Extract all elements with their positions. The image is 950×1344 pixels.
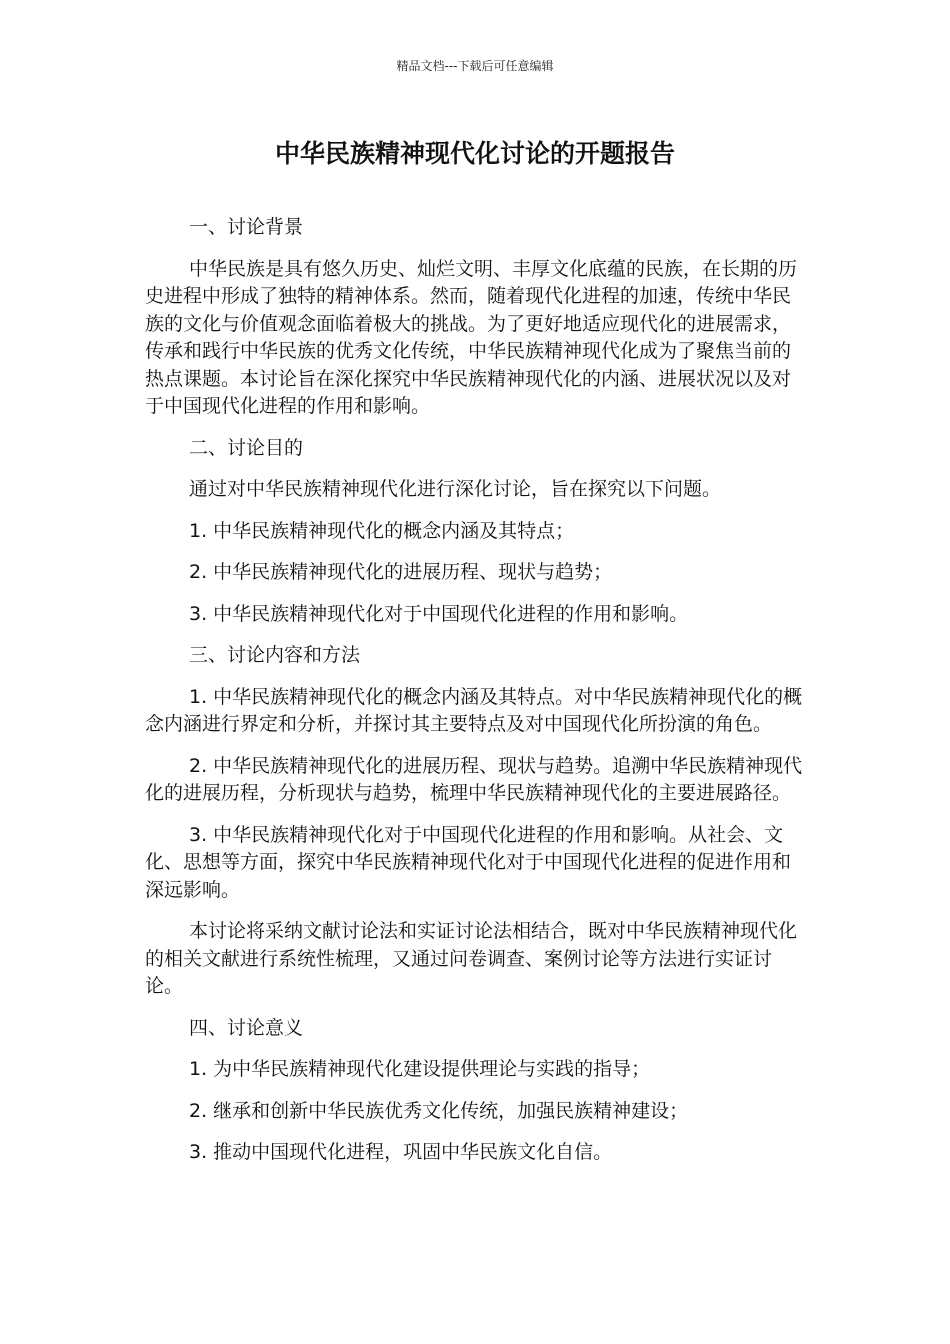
paragraph-content-3: 3. 中华民族精神现代化对于中国现代化进程的作用和影响。从社会、文化、思想等方面，探究中华民族精神现代化对于中国现代化进程的促进作用和深远影响。: [145, 823, 792, 901]
list-item-significance-3: 3. 推动中国现代化进程，巩固中华民族文化自信。: [189, 1141, 613, 1163]
paragraph-methods: 本讨论将采纳文献讨论法和实证讨论法相结合，既对中华民族精神现代化的相关文献进行系统性梳理，又通过问卷调查、案例讨论等方法进行实证讨论。: [145, 920, 798, 997]
list-item-purpose-3: 3. 中华民族精神现代化对于中国现代化进程的作用和影响。: [189, 602, 689, 625]
section-heading-purpose: 二、讨论目的: [189, 436, 304, 459]
paragraph-background: 中华民族是具有悠久历史、灿烂文明、丰厚文化底蕴的民族，在长期的历史进程中形成了独特的精神体系。然而，随着现代化进程的加速，传统中华民族的文化与价值观念面临着极大的挑战。为了更好地适应现代化的进展需求，传承和践行中华民族的优秀文化传统，中华民族精神现代化成为了聚焦当前的热点课题。本讨论旨在深化探究中华民族精神现代化的内涵、进展状况以及对于中国现代化进程的作用和影响。: [145, 257, 798, 417]
section-heading-background: 一、讨论背景: [189, 216, 304, 238]
section-heading-content-methods: 三、讨论内容和方法: [189, 644, 361, 666]
document-title: 中华民族精神现代化讨论的开题报告: [274, 139, 675, 168]
paragraph-purpose-intro: 通过对中华民族精神现代化进行深化讨论，旨在探究以下问题。: [189, 478, 722, 500]
list-item-purpose-1: 1. 中华民族精神现代化的概念内涵及其特点；: [189, 519, 575, 542]
paragraph-content-2: 2. 中华民族精神现代化的进展历程、现状与趋势。追溯中华民族精神现代化的进展历程，分析现状与趋势，梳理中华民族精神现代化的主要进展路径。: [145, 754, 803, 804]
list-item-purpose-2: 2. 中华民族精神现代化的进展历程、现状与趋势；: [189, 561, 613, 583]
list-item-significance-2: 2. 继承和创新中华民族优秀文化传统，加强民族精神建设；: [189, 1099, 689, 1122]
section-heading-significance: 四、讨论意义: [189, 1016, 304, 1039]
document-body: [145, 214, 809, 1181]
header-note: 精品文档---下载后可任意编辑: [396, 59, 554, 73]
paragraph-content-1: 1. 中华民族精神现代化的概念内涵及其特点。对中华民族精神现代化的概念内涵进行界定和分析，并探讨其主要特点及对中国现代化所扮演的角色。: [145, 685, 803, 735]
list-item-significance-1: 1. 为中华民族精神现代化建设提供理论与实践的指导；: [189, 1058, 651, 1080]
